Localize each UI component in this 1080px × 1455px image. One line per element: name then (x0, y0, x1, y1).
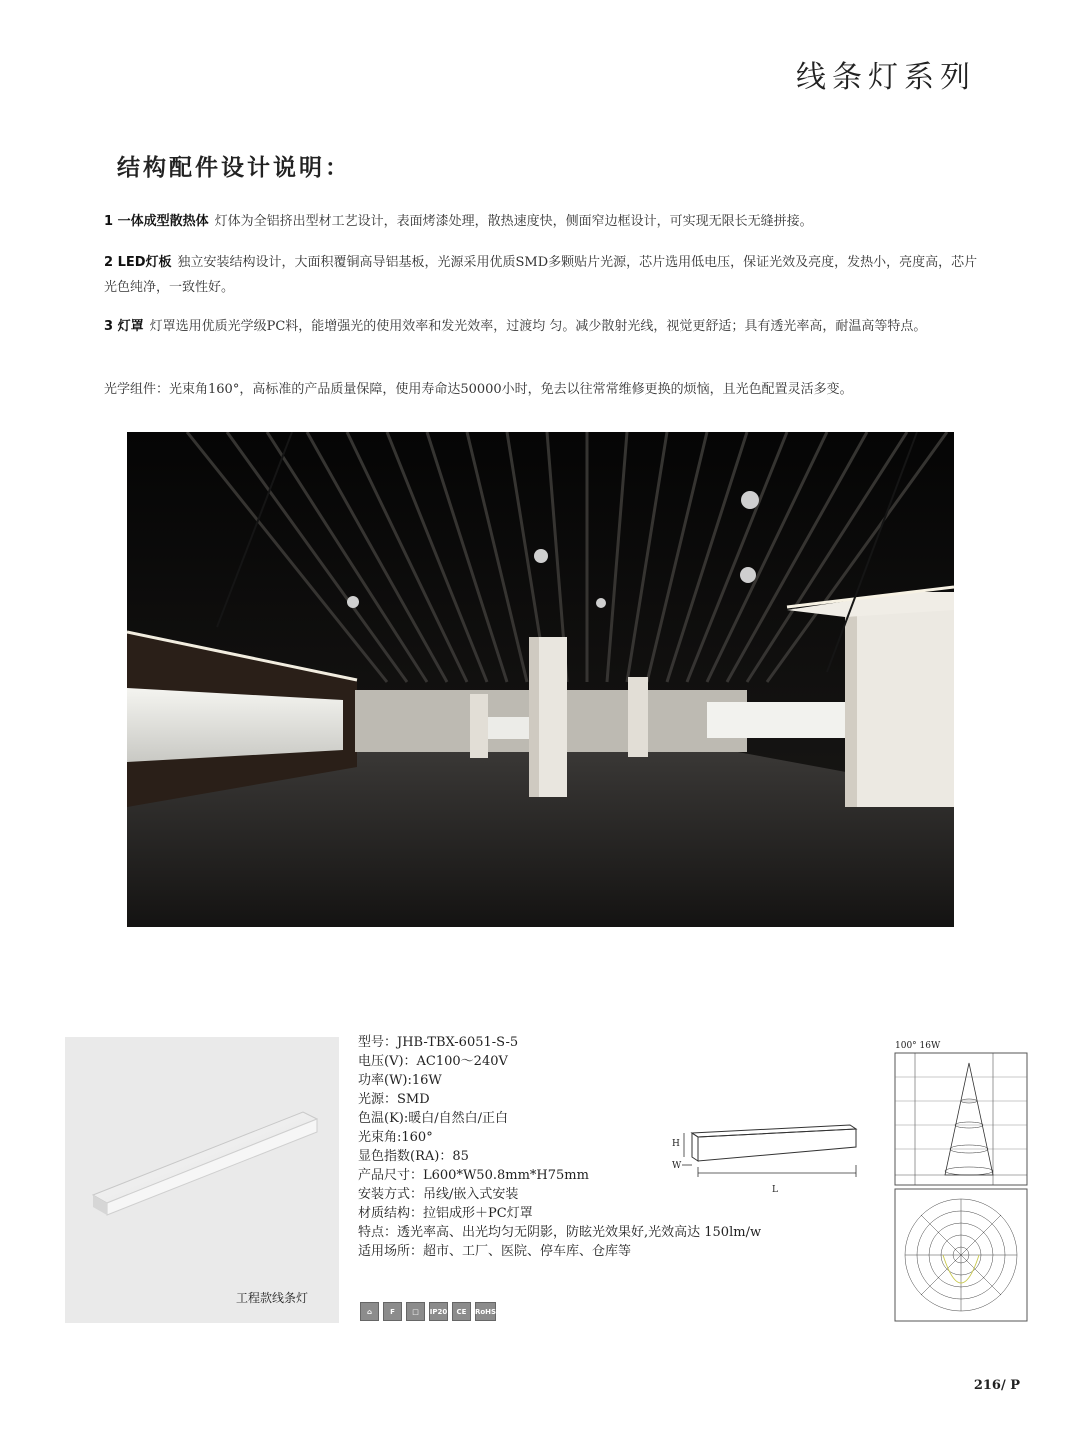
certification-icons (360, 1302, 496, 1321)
paragraph-led-board (104, 250, 984, 300)
dimension-drawing (672, 1115, 862, 1209)
paragraph-lead: 3 灯罩 (104, 319, 144, 334)
dimension-w-label: W (672, 1161, 682, 1171)
photometric-charts (893, 1041, 1029, 1323)
product-caption: 工程款线条灯 (236, 1291, 309, 1305)
series-title: 线条灯系列 (796, 60, 976, 95)
dimension-l-label: L (772, 1185, 778, 1195)
spec-applications: 适用场所：超市、工厂、医院、停车库、仓库等 (358, 1244, 632, 1259)
indoor-use-icon: ⌂ (360, 1302, 379, 1321)
paragraph-text: 灯体为全铝挤出型材工艺设计，表面烤漆处理，散热速度快，侧面窄边框设计，可实现无限长无缝拼接。 (214, 214, 813, 229)
hero-interior-photo (127, 432, 954, 927)
paragraph-lampshade (104, 314, 984, 339)
paragraph-lead: 1 一体成型散热体 (104, 214, 209, 229)
f-mark-icon: F (383, 1302, 402, 1321)
paragraph-text: 独立安装结构设计，大面积覆铜高导铝基板，光源采用优质SMD多颗贴片光源，芯片选用低电压，保证光效及亮度，发热小，亮度高，芯片光色纯净，一致性好。 (104, 255, 978, 295)
section-heading: 结构配件设计说明： (117, 155, 351, 181)
spec-color-temp: 色温(K):暖白/自然白/正白 (358, 1111, 508, 1126)
spec-beam-angle: 光束角:160° (358, 1130, 433, 1145)
paragraph-optics (104, 377, 984, 402)
class-ii-icon: □ (406, 1302, 425, 1321)
spec-cri: 显色指数(RA)：85 (358, 1149, 469, 1164)
page-number: 216/ P (973, 1378, 1020, 1393)
paragraph-heat-sink (104, 209, 984, 234)
linear-light-fixture-image (65, 1037, 339, 1323)
rohs-icon: RoHS (475, 1302, 496, 1321)
spec-voltage: 电压(V)：AC100～240V (358, 1054, 508, 1069)
paragraph-text: 光学组件：光束角160°，高标准的产品质量保障，使用寿命达50000小时，免去以往常常维修更换的烦恼，且光色配置灵活多变。 (104, 382, 853, 397)
spec-installation: 安装方式：吊线/嵌入式安装 (358, 1187, 519, 1202)
dimension-h-label: H (672, 1139, 680, 1149)
photometric-header: 100° 16W (895, 1041, 941, 1051)
spec-size: 产品尺寸：L600*W50.8mm*H75mm (358, 1168, 589, 1183)
product-photo (65, 1037, 339, 1323)
paragraph-lead: 2 LED灯板 (104, 255, 172, 270)
spec-power: 功率(W):16W (358, 1073, 442, 1088)
ce-mark-icon: CE (452, 1302, 471, 1321)
spec-light-source: 光源：SMD (358, 1092, 430, 1107)
ip20-icon: IP20 (429, 1302, 448, 1321)
spec-model: 型号：JHB-TBX-6051-S-5 (358, 1035, 519, 1050)
spec-material: 材质结构：拉铝成形＋PC灯罩 (358, 1206, 533, 1221)
spec-features: 特点：透光率高、出光均匀无阴影，防眩光效果好,光效高达 150lm/w (358, 1225, 762, 1240)
paragraph-text: 灯罩选用优质光学级PC料，能增强光的使用效率和发光效率，过渡均 匀。减少散射光线，视觉更舒适；具有透光率高，耐温高等特点。 (149, 319, 927, 334)
